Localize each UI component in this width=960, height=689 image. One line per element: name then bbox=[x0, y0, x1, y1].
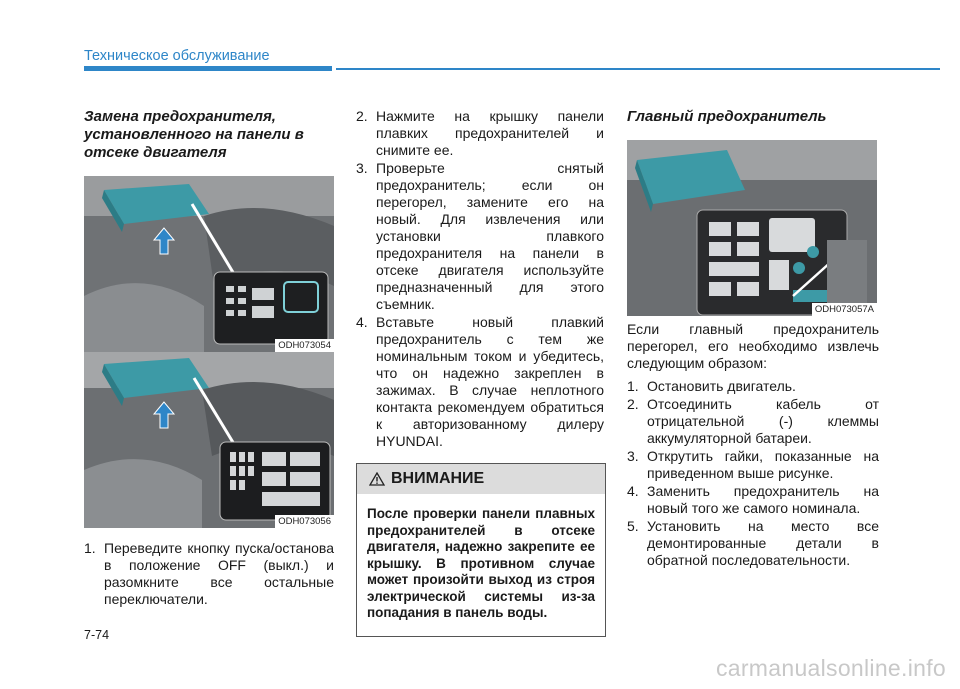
list-item: 5. Установить на место все демонтированные детали в обратной последовательности. bbox=[627, 518, 879, 568]
header-rule-thin bbox=[336, 68, 940, 70]
list-item: 4. Вставьте новый плавкий предохранитель с тем же номинальным током и убедитесь, что он надежно закреплен в зажимах. В случае неплотного контакта рекомендуем обратиться к авторизованному дилеру HYUNDAI. bbox=[356, 314, 604, 449]
list-item: 2. Отсоединить кабель от отрицательной (-) клеммы аккумуляторной батареи. bbox=[627, 396, 879, 446]
figure-code: ODH073057A bbox=[812, 303, 877, 316]
list-item: 2. Нажмите на крышку панели плавких предохранителей и снимите ее. bbox=[356, 108, 604, 158]
list-item: 3. Проверьте снятый предохранитель; если он перегорел, замените его на новый. Для извлечения или установки плавкого предохранителя на панели в отсеке двигателя используйте предназначенный для этого съемник. bbox=[356, 160, 604, 312]
figure-fuse-panel-cover bbox=[84, 176, 334, 352]
section-header: Техническое обслуживание bbox=[84, 48, 270, 64]
warning-triangle-icon bbox=[369, 472, 385, 486]
warning-text: После проверки панели плавных предохранителей в отсеке двигателя, надежно закрепите ее крышку. В противном случае может произойти выход из строя электрической системы из-за попадания в панель воды. bbox=[367, 506, 595, 620]
section-title-main-fuse: Главный предохранитель bbox=[627, 108, 827, 125]
column-1 bbox=[84, 108, 334, 609]
list-item: 4. Заменить предохранитель на новый того же самого номинала. bbox=[627, 483, 879, 516]
section-title-engine-fuse: Замена предохранителя, установленного на панели в отсеке двигателя bbox=[84, 108, 304, 161]
steps-list bbox=[356, 108, 604, 450]
watermark: carmanualsonline.info bbox=[715, 655, 946, 681]
main-fuse-illustration bbox=[627, 140, 877, 316]
list-item: 1. Остановить двигатель. bbox=[627, 378, 796, 394]
warning-box bbox=[356, 463, 606, 637]
steps-list bbox=[84, 540, 334, 608]
warning-header bbox=[357, 464, 605, 494]
figure-code: ODH073054 bbox=[275, 339, 334, 352]
header-rule-thick bbox=[84, 66, 332, 71]
steps-list bbox=[627, 378, 879, 569]
column-2 bbox=[356, 108, 604, 637]
engine-bay-open-illustration bbox=[84, 352, 334, 528]
page-number: 7-74 bbox=[84, 628, 110, 642]
figure-fuse-panel-open bbox=[84, 352, 334, 528]
intro-paragraph: Если главный предохранитель перегорел, его необходимо извлечь следующим образом: bbox=[627, 321, 879, 371]
figure-main-fuse bbox=[627, 140, 877, 316]
engine-bay-illustration bbox=[84, 176, 334, 352]
warning-title: ВНИМАНИЕ bbox=[391, 470, 485, 487]
figure-code: ODH073056 bbox=[275, 515, 334, 528]
column-3 bbox=[627, 108, 879, 570]
list-item: 3. Открутить гайки, показанные на приведенном выше рисунке. bbox=[627, 448, 879, 481]
list-item: 1. Переведите кнопку пуска/останова в положение OFF (выкл.) и разомкните все остальные переключатели. bbox=[84, 540, 334, 607]
